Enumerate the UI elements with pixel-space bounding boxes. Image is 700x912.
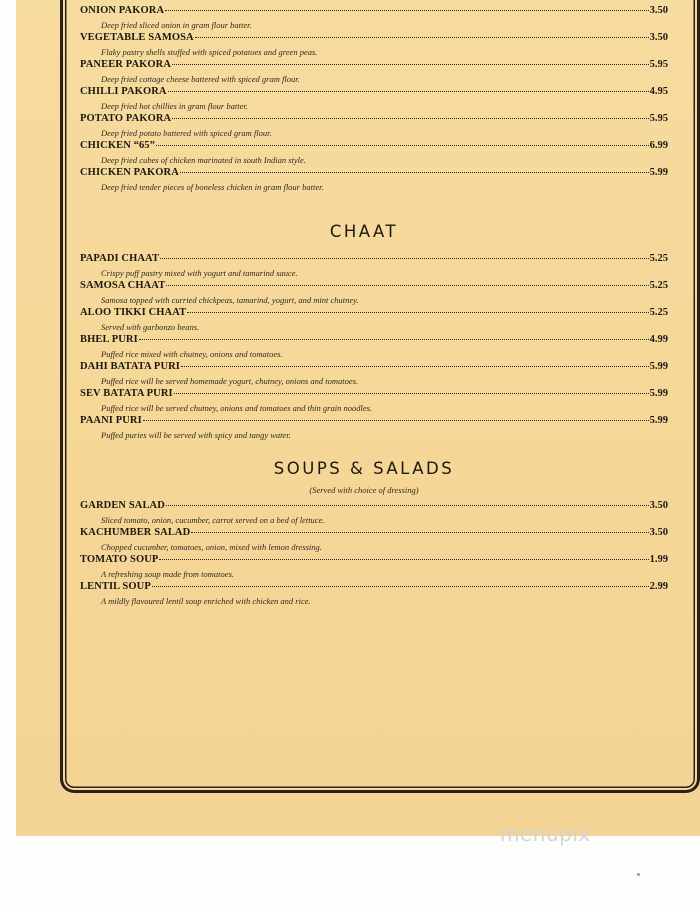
dot-leader (139, 339, 649, 340)
menu-item-name: BHEL PURI (80, 334, 138, 345)
menu-item-row (80, 330, 668, 349)
dot-leader (187, 312, 648, 313)
menu-item (80, 82, 668, 109)
dot-leader (143, 420, 649, 421)
dot-leader (159, 559, 648, 560)
menu-item-row (80, 357, 668, 376)
menu-item-description: Deep fried potato battered with spiced gram flour. (101, 128, 272, 138)
dot-leader (174, 393, 649, 394)
menu-item (80, 384, 668, 411)
menu-item-description: Deep fried hot chillies in gram flour batter. (101, 101, 248, 111)
menu-item-description: Flaky pastry shells stuffed with spiced potatoes and green peas. (101, 47, 318, 57)
watermark-logo: menupix (500, 822, 591, 846)
menu-item (80, 523, 668, 550)
menu-item (80, 330, 668, 357)
menu-item-price: 1.99 (649, 554, 668, 565)
menu-item-description: Samosa topped with curried chickpeas, tamarind, yogurt, and mint chutney. (101, 295, 359, 305)
dot-leader (181, 366, 649, 367)
menu-item-price: 5.99 (649, 361, 668, 372)
menu-item-row (80, 55, 668, 74)
menu-item-name: POTATO PAKORA (80, 113, 172, 124)
menu-item-description: A mildly flavoured lentil soup enriched with chicken and rice. (101, 596, 311, 606)
menu-item-description: Deep fried cottage cheese battered with spiced gram flour. (101, 74, 300, 84)
menu-item-name: SEV BATATA PURI (80, 388, 173, 399)
menu-item-price: 3.50 (649, 32, 668, 43)
menu-item (80, 411, 668, 438)
menu-item-price: 3.50 (649, 500, 668, 511)
menu-item-row (80, 249, 668, 268)
dot-leader (160, 258, 649, 259)
menu-item-row (80, 384, 668, 403)
dot-leader (195, 37, 649, 38)
section-note-dressing: (Served with choice of dressing) (309, 485, 419, 495)
menu-item-name: ONION PAKORA (80, 5, 165, 16)
section-title-soups-salads: SOUPS & SALADS (273, 459, 455, 478)
menu-item-price: 5.25 (649, 253, 668, 264)
dot-leader (166, 505, 649, 506)
menu-item-name: GARDEN SALAD (80, 500, 165, 511)
dot-leader (152, 586, 649, 587)
menu-item-name: ALOO TIKKI CHAAT (80, 307, 187, 318)
menu-item-row (80, 28, 668, 47)
menu-item-price: 5.99 (649, 388, 668, 399)
menu-item-row (80, 163, 668, 182)
menu-item (80, 136, 668, 163)
dot-leader (172, 118, 648, 119)
menu-item-description: Deep fried cubes of chicken marinated in south Indian style. (101, 155, 306, 165)
menu-item-name: CHILLI PAKORA (80, 86, 167, 97)
menu-item-row (80, 1, 668, 20)
menu-item-description: Puffed rice mixed with chutney, onions and tomatoes. (101, 349, 283, 359)
menu-item-name: CHICKEN PAKORA (80, 167, 179, 178)
menu-item (80, 55, 668, 82)
menu-item-name: VEGETABLE SAMOSA (80, 32, 194, 43)
menu-item-price: 5.25 (649, 280, 668, 291)
menu-item-name: SAMOSA CHAAT (80, 280, 166, 291)
menu-item-row (80, 496, 668, 515)
menu-item-name: PAANI PURI (80, 415, 142, 426)
menu-item-row (80, 276, 668, 295)
menu-item-price: 5.25 (649, 307, 668, 318)
dot-leader (180, 172, 649, 173)
menu-item-description: Served with garbonzo beans. (101, 322, 200, 332)
menu-item-price: 4.95 (649, 86, 668, 97)
menu-item-row (80, 550, 668, 569)
dot-leader (166, 285, 648, 286)
section-soups-salads (80, 496, 668, 604)
menu-item-name: CHICKEN “65” (80, 140, 155, 151)
menu-item-name: TOMATO SOUP (80, 554, 159, 565)
dot-leader (156, 145, 649, 146)
menu-item (80, 1, 668, 28)
section-soups-header (80, 459, 668, 495)
menu-item-name: KACHUMBER SALAD (80, 527, 191, 538)
menu-item (80, 577, 668, 604)
menu-item-price: 3.50 (649, 5, 668, 16)
menu-item (80, 28, 668, 55)
menu-item-row (80, 109, 668, 128)
dot-leader (191, 532, 648, 533)
menu-item-price: 5.95 (649, 59, 668, 70)
menu-item-description: A refreshing soup made from tomatoes. (101, 569, 235, 579)
menu-item-price: 6.99 (649, 140, 668, 151)
menu-item (80, 496, 668, 523)
section-chaat (80, 249, 668, 438)
menu-item-description: Puffed puries will be served with spicy and tangy water. (101, 430, 291, 440)
menu-item-description: Puffed rice will be served homemade yogurt, chutney, onions and tomatoes. (101, 376, 359, 386)
menu-item-price: 5.99 (649, 415, 668, 426)
menu-item-description: Deep fried sliced onion in gram flour batter. (101, 20, 252, 30)
menu-item-price: 5.99 (649, 167, 668, 178)
section-title-chaat: CHAAT (329, 222, 399, 241)
menu-item-price: 2.99 (649, 581, 668, 592)
menu-item-name: PAPADI CHAAT (80, 253, 160, 264)
menu-item-name: PANEER PAKORA (80, 59, 172, 70)
menu-item-name: LENTIL SOUP (80, 581, 151, 592)
menu-item-row (80, 82, 668, 101)
menu-item-description: Chopped cucumber, tomatoes, onion, mixed with lemon dressing. (101, 542, 322, 552)
scan-speck (637, 873, 640, 876)
menu-item (80, 550, 668, 577)
menu-item (80, 163, 668, 190)
menu-item-row (80, 411, 668, 430)
dot-leader (168, 91, 649, 92)
menu-item-description: Sliced tomato, onion, cucumber, carrot served on a bed of lettuce. (101, 515, 325, 525)
dot-leader (172, 64, 649, 65)
menu-item-price: 4.99 (649, 334, 668, 345)
menu-item-row (80, 303, 668, 322)
menu-item (80, 276, 668, 303)
menu-item (80, 357, 668, 384)
menu-item (80, 109, 668, 136)
menu-item-name: DAHI BATATA PURI (80, 361, 180, 372)
menu-item (80, 249, 668, 276)
section-chaat-header (80, 222, 668, 241)
menu-item-description: Puffed rice will be served chutney, onions and tomatoes and thin grain noodles. (101, 403, 373, 413)
menu-item-row (80, 577, 668, 596)
menu-item-row (80, 523, 668, 542)
menu-item-description: Crispy puff pastry mixed with yogurt and tamarind sauce. (101, 268, 298, 278)
menu-item-price: 5.95 (649, 113, 668, 124)
menu-item-description: Deep fried tender pieces of boneless chicken in gram flour batter. (101, 182, 324, 192)
section-appetizers (80, 1, 668, 190)
menu-item (80, 303, 668, 330)
menu-item-price: 3.50 (649, 527, 668, 538)
dot-leader (165, 10, 648, 11)
menu-item-row (80, 136, 668, 155)
